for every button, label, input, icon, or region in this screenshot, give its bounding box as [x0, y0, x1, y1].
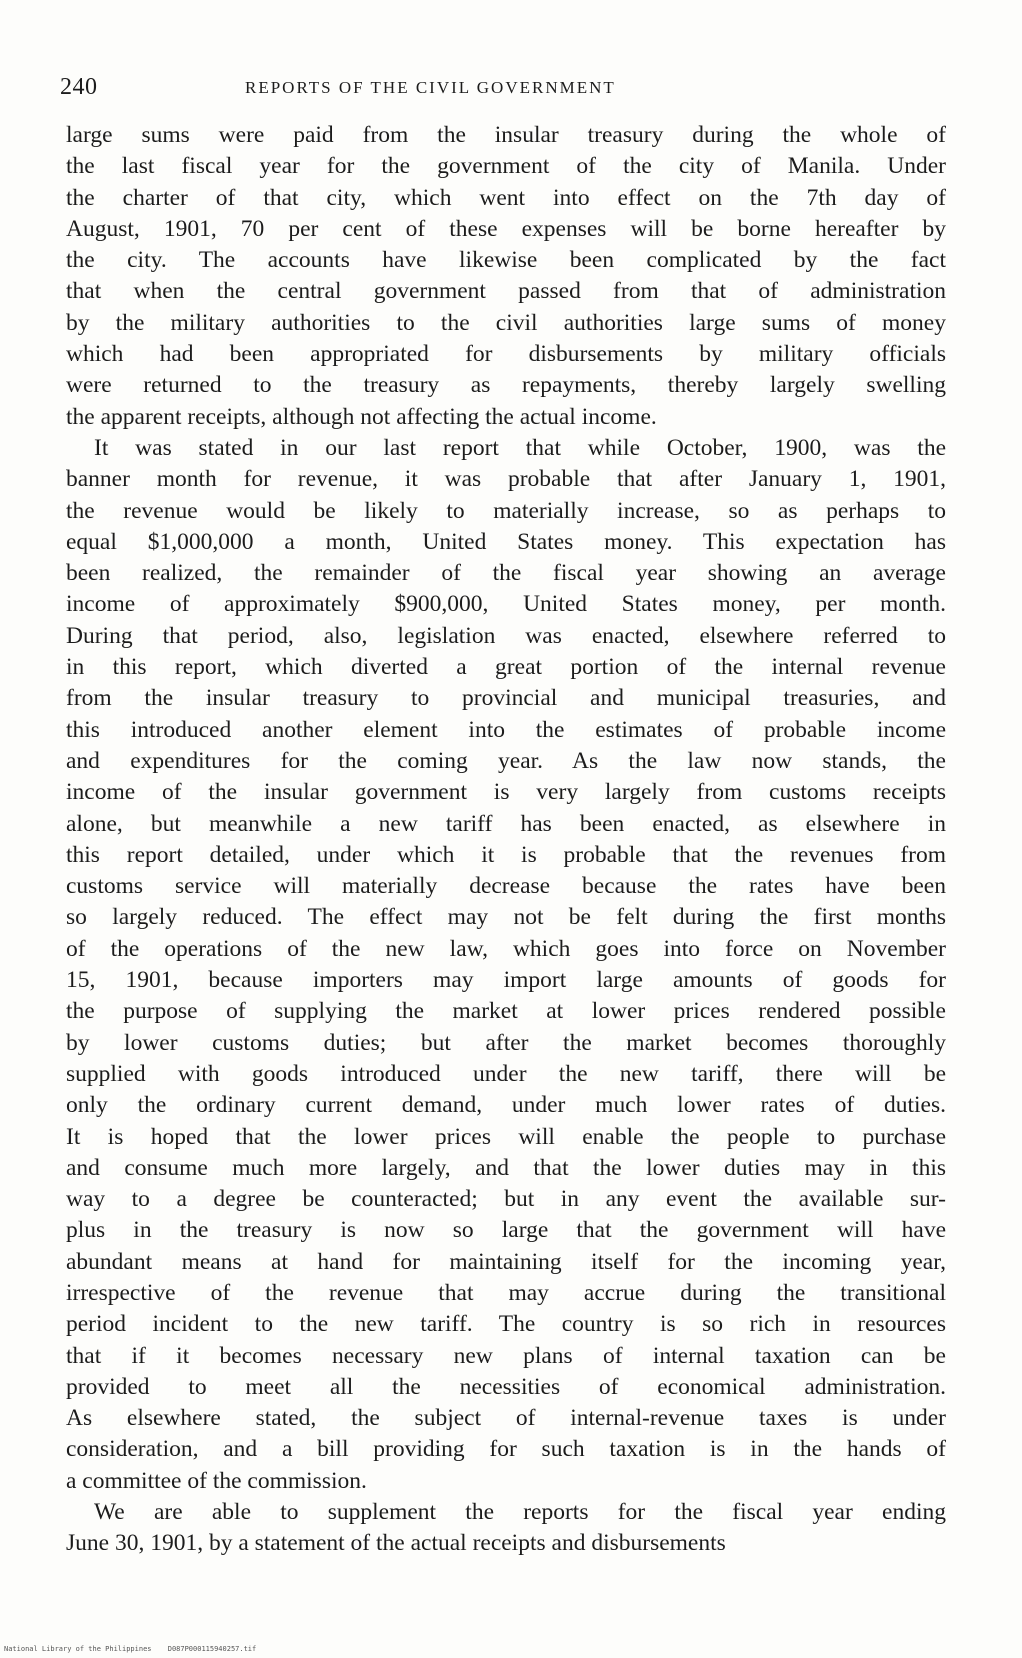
- text-line: the purpose of supplying the market at lower prices rendered possible: [66, 998, 946, 1025]
- text-line: alone, but meanwhile a new tariff has been enacted, as elsewhere in: [66, 810, 946, 837]
- text-line: way to a degree be counteracted; but in any event the available sur-: [66, 1186, 946, 1213]
- text-line: June 30, 1901, by a statement of the actual receipts and disbursements: [66, 1530, 726, 1557]
- footer-file: D087P000115940257.tif: [167, 1645, 257, 1653]
- text-line: so largely reduced. The effect may not be felt during the first months: [66, 904, 946, 931]
- text-line: supplied with goods introduced under the new tariff, there will be: [66, 1060, 946, 1087]
- text-line: period incident to the new tariff. The country is so rich in resources: [66, 1311, 946, 1338]
- text-line: income of the insular government is very largely from customs receipts: [66, 779, 946, 806]
- paragraph: [66, 433, 946, 1497]
- text-line: by lower customs duties; but after the market becomes thoroughly: [66, 1029, 946, 1056]
- text-line: August, 1901, 70 per cent of these expenses will be borne hereafter by: [66, 215, 946, 242]
- text-line: During that period, also, legislation was enacted, elsewhere referred to: [66, 622, 946, 649]
- text-line: provided to meet all the necessities of economical administration.: [66, 1373, 946, 1400]
- text-line: It was stated in our last report that while October, 1900, was the: [94, 434, 946, 461]
- text-line: the city. The accounts have likewise been complicated by the fact: [66, 247, 946, 274]
- text-line: a committee of the commission.: [66, 1467, 367, 1494]
- paragraph: [66, 120, 946, 433]
- text-line: the charter of that city, which went into effect on the 7th day of: [66, 184, 946, 211]
- running-title: REPORTS OF THE CIVIL GOVERNMENT: [245, 78, 616, 97]
- text-line: abundant means at hand for maintaining itself for the incoming year,: [66, 1248, 946, 1275]
- text-line: consideration, and a bill providing for such taxation is in the hands of: [66, 1436, 946, 1463]
- text-line: large sums were paid from the insular treasury during the whole of: [66, 122, 946, 148]
- text-line: We are able to supplement the reports for the fiscal year ending: [94, 1499, 946, 1526]
- scan-footer: [4, 1645, 268, 1653]
- running-head: [60, 74, 960, 104]
- text-line: equal $1,000,000 a month, United States money. This expectation has: [66, 528, 946, 555]
- text-line: that if it becomes necessary new plans of internal taxation can be: [66, 1342, 946, 1369]
- text-line: It is hoped that the lower prices will enable the people to purchase: [66, 1123, 946, 1150]
- text-line: the apparent receipts, although not affecting the actual income.: [66, 403, 657, 430]
- text-line: in this report, which diverted a great portion of the internal revenue: [66, 654, 946, 681]
- text-line: the last fiscal year for the government of the city of Manila. Under: [66, 153, 946, 180]
- footer-library: National Library of the Philippines: [4, 1645, 152, 1653]
- text-line: As elsewhere stated, the subject of internal-revenue taxes is under: [66, 1405, 946, 1432]
- text-line: that when the central government passed from that of administration: [66, 278, 946, 305]
- text-line: of the operations of the new law, which goes into force on November: [66, 935, 946, 962]
- text-line: and consume much more largely, and that the lower duties may in this: [66, 1154, 946, 1181]
- text-line: by the military authorities to the civil authorities large sums of money: [66, 309, 946, 336]
- text-line: customs service will materially decrease because the rates have been: [66, 873, 946, 900]
- text-line: plus in the treasury is now so large that the government will have: [66, 1217, 946, 1244]
- paragraph: [66, 1497, 946, 1560]
- text-line: been realized, the remainder of the fiscal year showing an average: [66, 560, 946, 587]
- text-line: this introduced another element into the estimates of probable income: [66, 716, 946, 743]
- page-number: 240: [60, 74, 98, 100]
- text-line: income of approximately $900,000, United States money, per month.: [66, 591, 946, 618]
- text-line: this report detailed, under which it is probable that the revenues from: [66, 841, 946, 868]
- text-line: were returned to the treasury as repayments, thereby largely swelling: [66, 372, 946, 399]
- text-line: from the insular treasury to provincial and municipal treasuries, and: [66, 685, 946, 712]
- body-text: [66, 120, 946, 1560]
- text-line: banner month for revenue, it was probable that after January 1, 1901,: [66, 466, 946, 493]
- text-line: only the ordinary current demand, under much lower rates of duties.: [66, 1092, 946, 1119]
- text-line: irrespective of the revenue that may accrue during the transitional: [66, 1279, 946, 1306]
- text-line: 15, 1901, because importers may import large amounts of goods for: [66, 967, 946, 994]
- text-line: and expenditures for the coming year. As the law now stands, the: [66, 747, 946, 774]
- text-line: the revenue would be likely to materially increase, so as perhaps to: [66, 497, 946, 524]
- text-line: which had been appropriated for disbursements by military officials: [66, 341, 946, 368]
